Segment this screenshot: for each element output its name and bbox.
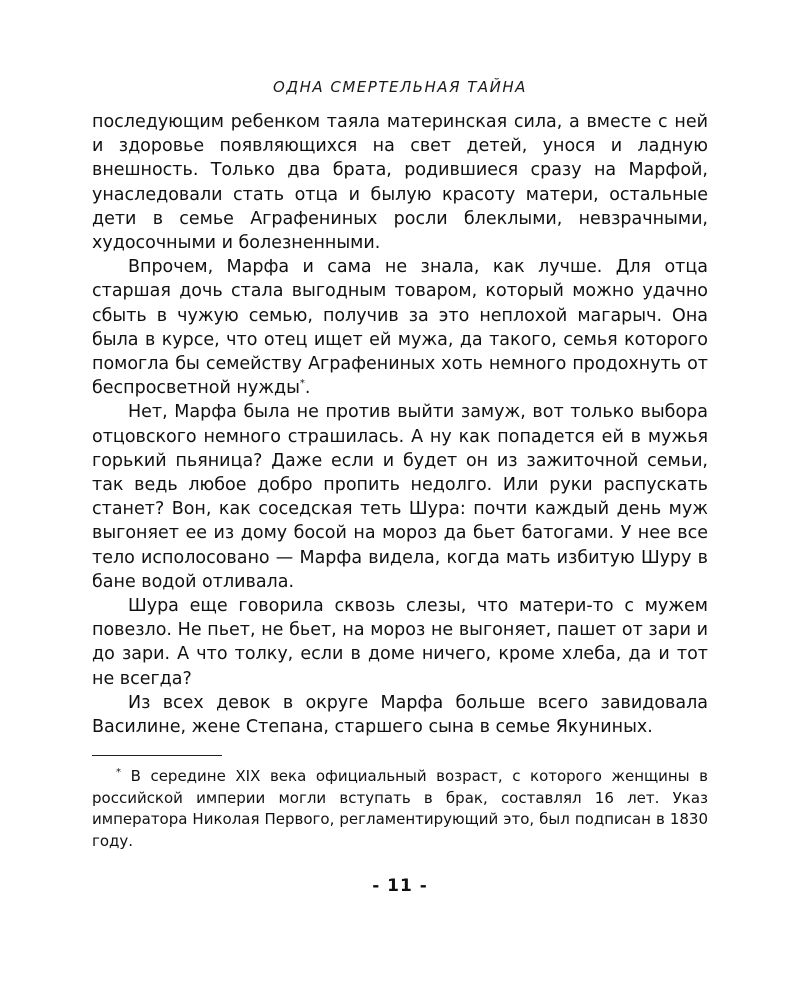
footnote-reference: *: [299, 378, 305, 390]
footnote-marker: *: [116, 767, 121, 779]
paragraph-4: Шура еще говорила сквозь слезы, что матери-то с мужем повезло. Не пьет, не бьет, на мороз не выгоняет, пашет от зари и до зари. А что толку, если в доме ничего, кроме хлеба, да и тот не всегда?: [92, 596, 708, 689]
footnote: [92, 766, 708, 852]
book-page: [92, 78, 708, 852]
running-head: ОДНА СМЕРТЕЛЬНАЯ ТАЙНА: [273, 78, 527, 96]
paragraph-2: [92, 255, 708, 400]
paragraph-2-end: .: [304, 378, 311, 399]
paragraph-2-text: Впрочем, Марфа и сама не знала, как лучше. Для отца старшая дочь стала выгодным товаром, который можно удачно сбыть в чужую семью, получив за это неплохой магарыч. Она была в курсе, что отец ищет ей мужа, да такого, семья которого помогла бы семейству Аграфениных хоть немного продохнуть от беспросветной нужды: [92, 257, 708, 399]
footnote-text: [92, 766, 708, 852]
body-text: [92, 110, 708, 739]
page-number: - 11 -: [372, 876, 428, 896]
paragraph-1: последующим ребенком таяла материнская сила, а вместе с ней и здоровье появляющихся на свет детей, унося и ладную внешность. Только два брата, родившиеся сразу на Марфой, унаследовали стать отца и былую красоту матери, остальные дети в семье Аграфениных росли блеклыми, невзрачными, худосочными и болезненными.: [92, 112, 708, 254]
paragraph-5: Из всех девок в округе Марфа больше всего завидовала Василине, жене Степана, старшего сына в семье Якуниных.: [92, 692, 708, 738]
footnote-divider: [92, 755, 222, 756]
paragraph-3: Нет, Марфа была не против выйти замуж, вот только выбора отцовского немного страшилась. А ну как попадется ей в мужья горький пьяница? Даже если и будет он из зажиточной семьи, так ведь любое добро пропить недолго. Или руки распускать станет? Вон, как соседская теть Шура: почти каждый день муж выгоняет ее из дому босой на мороз да бьет батогами. У нее все тело исполосовано — Марфа видела, когда мать избитую Шуру в бане водой отливала.: [92, 402, 708, 592]
footnote-body: В середине XIX века официальный возраст, с которого женщины в российской империи могли вступать в брак, составлял 16 лет. Указ императора Николая Первого, регламентирующий это, был подписан в 1830 году.: [92, 767, 708, 850]
